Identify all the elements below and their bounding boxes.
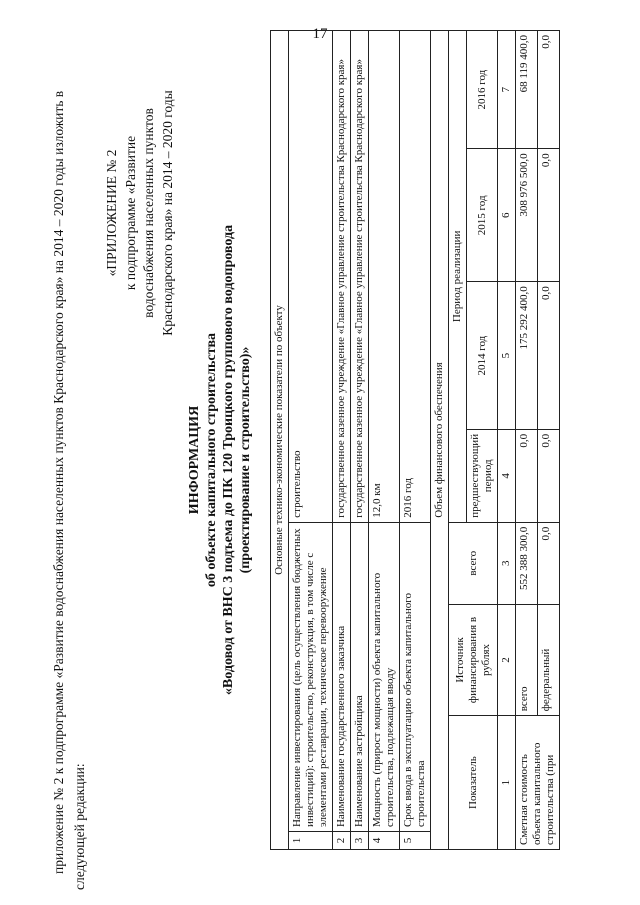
row-label: Мощность (прирост мощности) объекта капитального строительства, подлежащая вводу bbox=[369, 522, 400, 831]
fin-prev: 0,0 bbox=[538, 429, 560, 522]
year-2014-header: 2014 год bbox=[467, 282, 498, 430]
fin-2016: 68 119 400,0 bbox=[516, 31, 538, 149]
year-2016-header: 2016 год bbox=[467, 31, 498, 149]
fin-source: федеральный bbox=[538, 604, 560, 715]
row-value: государственное казенное учреждение «Главное управление строительства Краснодарского края» bbox=[351, 31, 369, 523]
col-number: 2 bbox=[498, 604, 516, 715]
document-title bbox=[186, 30, 254, 890]
page-number: 17 bbox=[312, 26, 328, 42]
fin-total: 0,0 bbox=[538, 522, 560, 604]
col-number: 3 bbox=[498, 522, 516, 604]
appendix-line-3: водоснабжения населенных пунктов bbox=[141, 108, 156, 318]
table-row bbox=[351, 31, 369, 850]
fin-total: 552 388 300,0 bbox=[516, 522, 538, 604]
section-row bbox=[431, 31, 449, 850]
table-row bbox=[333, 31, 351, 850]
source-header: Источник финансирования в рублях bbox=[449, 604, 498, 715]
intro-paragraph: приложение № 2 к подпрограмме «Развитие водоснабжения населенных пунктов Краснодарского края» на 2014 – 2020 годы изложить в следующей редакции: bbox=[51, 90, 87, 890]
section2-header: Объем финансового обеспечения bbox=[431, 31, 449, 850]
fin-source: всего bbox=[516, 604, 538, 715]
period-header: Период реализации bbox=[449, 31, 467, 523]
row-number: 5 bbox=[400, 832, 431, 850]
fin-indicator: Сметная стоимость объекта капитального строительства (при bbox=[516, 716, 560, 850]
table-row bbox=[400, 31, 431, 850]
fin-prev: 0,0 bbox=[516, 429, 538, 522]
fin-data-row bbox=[516, 31, 538, 850]
row-number: 3 bbox=[351, 832, 369, 850]
row-value: строительство bbox=[289, 31, 333, 523]
title-line-2: об объекте капитального строительства bbox=[204, 332, 219, 588]
column-number-row bbox=[498, 31, 516, 850]
appendix-line-2: к подпрограмме «Развитие bbox=[122, 135, 138, 291]
appendix-line-1: «ПРИЛОЖЕНИЕ № 2 bbox=[104, 149, 119, 277]
appendix-heading bbox=[103, 58, 177, 368]
row-value: 2016 год bbox=[400, 31, 431, 523]
section-row bbox=[271, 31, 289, 850]
row-value: 12,0 км bbox=[369, 31, 400, 523]
indicator-header: Показатель bbox=[449, 716, 498, 850]
col-number: 7 bbox=[498, 31, 516, 149]
row-number: 4 bbox=[369, 832, 400, 850]
row-label: Направление инвестирования (цель осуществления бюджетных инвестиций): строительство, реконструкция, в том числе с элементами реставрации, техническое перевооружение bbox=[289, 522, 333, 831]
rotated-content bbox=[48, 30, 608, 890]
col-number: 6 bbox=[498, 149, 516, 282]
appendix-line-4: Краснодарского края» на 2014 – 2020 годы bbox=[159, 90, 175, 336]
fin-header-row bbox=[449, 31, 467, 850]
row-value: государственное казенное учреждение «Главное управление строительства Краснодарского края» bbox=[333, 31, 351, 523]
col-number: 5 bbox=[498, 282, 516, 430]
section1-header: Основные технико-экономические показатели по объекту bbox=[271, 31, 289, 850]
fin-2016: 0,0 bbox=[538, 31, 560, 149]
row-label: Наименование государственного заказчика bbox=[333, 522, 351, 831]
object-info-table bbox=[270, 30, 560, 850]
fin-2014: 175 292 400,0 bbox=[516, 282, 538, 430]
title-line-3: «Водовод от ВНС 3 подъема до ПК 120 Троицкого группового водопровода bbox=[221, 224, 236, 696]
row-label: Наименование застройщика bbox=[351, 522, 369, 831]
fin-2014: 0,0 bbox=[538, 282, 560, 430]
row-number: 1 bbox=[289, 832, 333, 850]
year-2015-header: 2015 год bbox=[467, 149, 498, 282]
row-number: 2 bbox=[333, 832, 351, 850]
col-number: 1 bbox=[498, 716, 516, 850]
title-line-4: (проектирование и строительство)» bbox=[238, 346, 253, 574]
table-row bbox=[369, 31, 400, 850]
table-row bbox=[289, 31, 333, 850]
title-heading: ИНФОРМАЦИЯ bbox=[187, 405, 202, 515]
row-label: Срок ввода в эксплуатацию объекта капитального строительства bbox=[400, 522, 431, 831]
fin-2015: 0,0 bbox=[538, 149, 560, 282]
fin-2015: 308 976 500,0 bbox=[516, 149, 538, 282]
prev-period-header: предшествующий период bbox=[467, 429, 498, 522]
col-number: 4 bbox=[498, 429, 516, 522]
total-header: всего bbox=[449, 522, 498, 604]
